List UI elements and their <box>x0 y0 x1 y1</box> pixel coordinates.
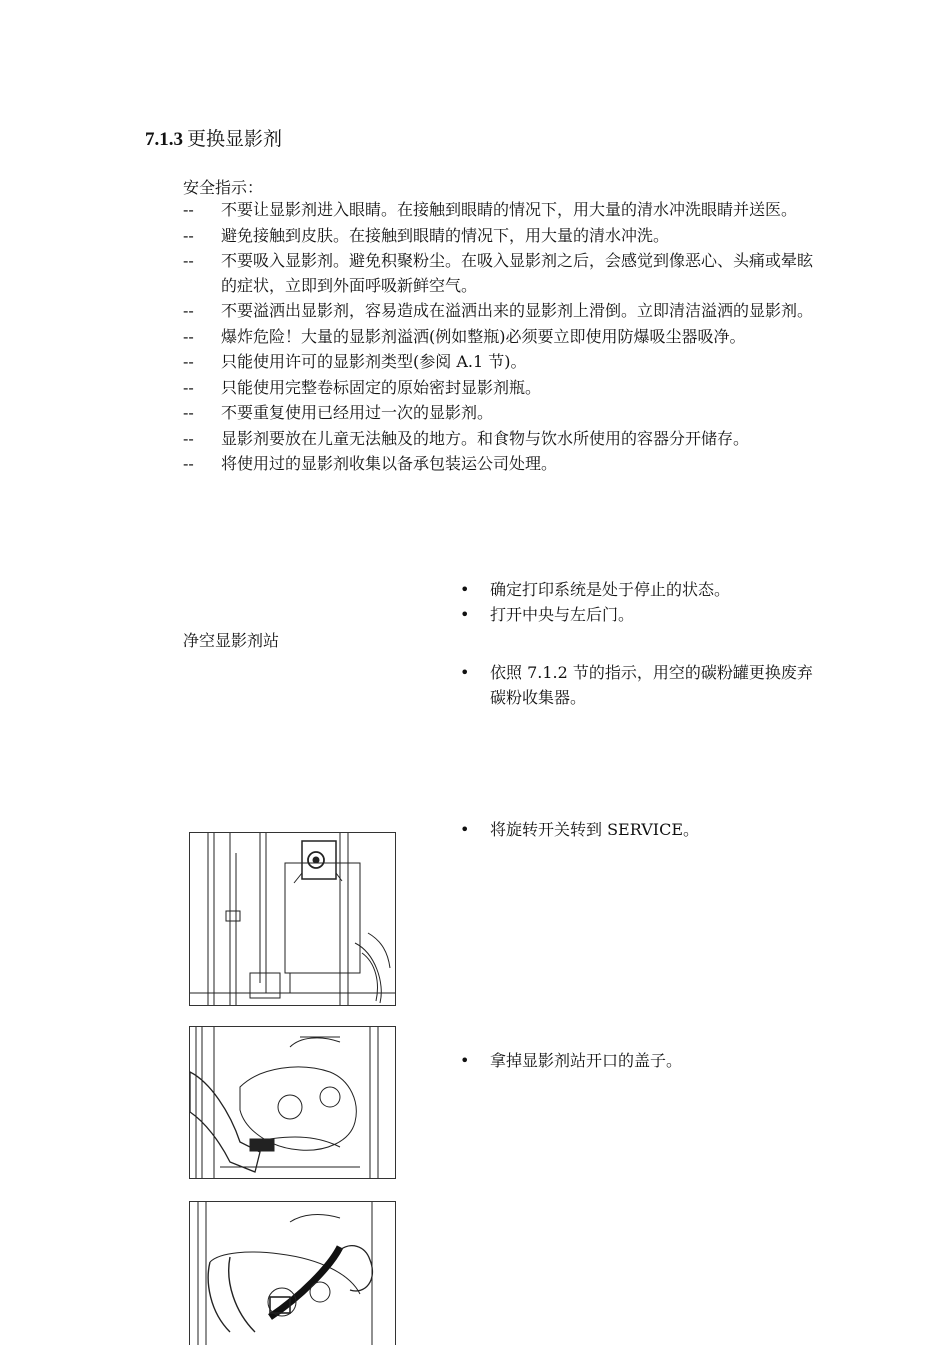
step-item: • 确定打印系统是处于停止的状态。 <box>460 580 731 599</box>
safety-item: -- 只能使用完整卷标固定的原始密封显影剂瓶。 <box>183 377 542 397</box>
section-title: 更换显影剂 <box>187 128 283 150</box>
developer-station-hose-illustration <box>189 1201 396 1345</box>
safety-item: -- 不要溢洒出显影剂，容易造成在溢洒出来的显影剂上滑倒。立即清洁溢洒的显影剂。 <box>183 301 814 320</box>
safety-item: -- 将使用过的显影剂收集以备承包装运公司处理。 <box>183 454 558 473</box>
section-number: 7.1.3 <box>145 129 183 150</box>
section-heading <box>145 124 282 151</box>
step-item: • 打开中央与左后门。 <box>460 605 635 624</box>
section-label: 净空显影剂站 <box>183 631 280 650</box>
safety-list <box>183 198 813 478</box>
rotary-switch-illustration <box>189 832 396 1006</box>
step-item: • 将旋转开关转到 SERVICE。 <box>460 820 700 839</box>
step-item: • 依照 7.1.2 节的指示，用空的碳粉罐更换废弃碳粉收集器。 <box>460 663 813 707</box>
developer-station-cover-illustration <box>189 1026 396 1179</box>
safety-item: -- 显影剂要放在儿童无法触及的地方。和食物与饮水所使用的容器分开储存。 <box>183 428 750 448</box>
safety-item: -- 爆炸危险！大量的显影剂溢洒(例如整瓶)必须要立即使用防爆吸尘器吸净。 <box>183 326 746 346</box>
safety-title: 安全指示： <box>183 178 264 197</box>
safety-item: -- 不要重复使用已经用过一次的显影剂。 <box>183 403 494 422</box>
step-item: • 拿掉显影剂站开口的盖子。 <box>460 1051 683 1070</box>
safety-item: -- 只能使用许可的显影剂类型(参阅 A.1 节)。 <box>183 352 527 371</box>
safety-item: -- 不要吸入显影剂。避免积聚粉尘。在吸入显影剂之后，会感觉到像恶心、头痛或晕眩的症状，立即到外面呼吸新鲜空气。 <box>183 251 814 295</box>
safety-item: -- 避免接触到皮肤。在接触到眼睛的情况下，用大量的清水冲洗。 <box>183 225 670 245</box>
safety-item: -- 不要让显影剂进入眼睛。在接触到眼睛的情况下，用大量的清水冲洗眼睛并送医。 <box>183 200 798 219</box>
